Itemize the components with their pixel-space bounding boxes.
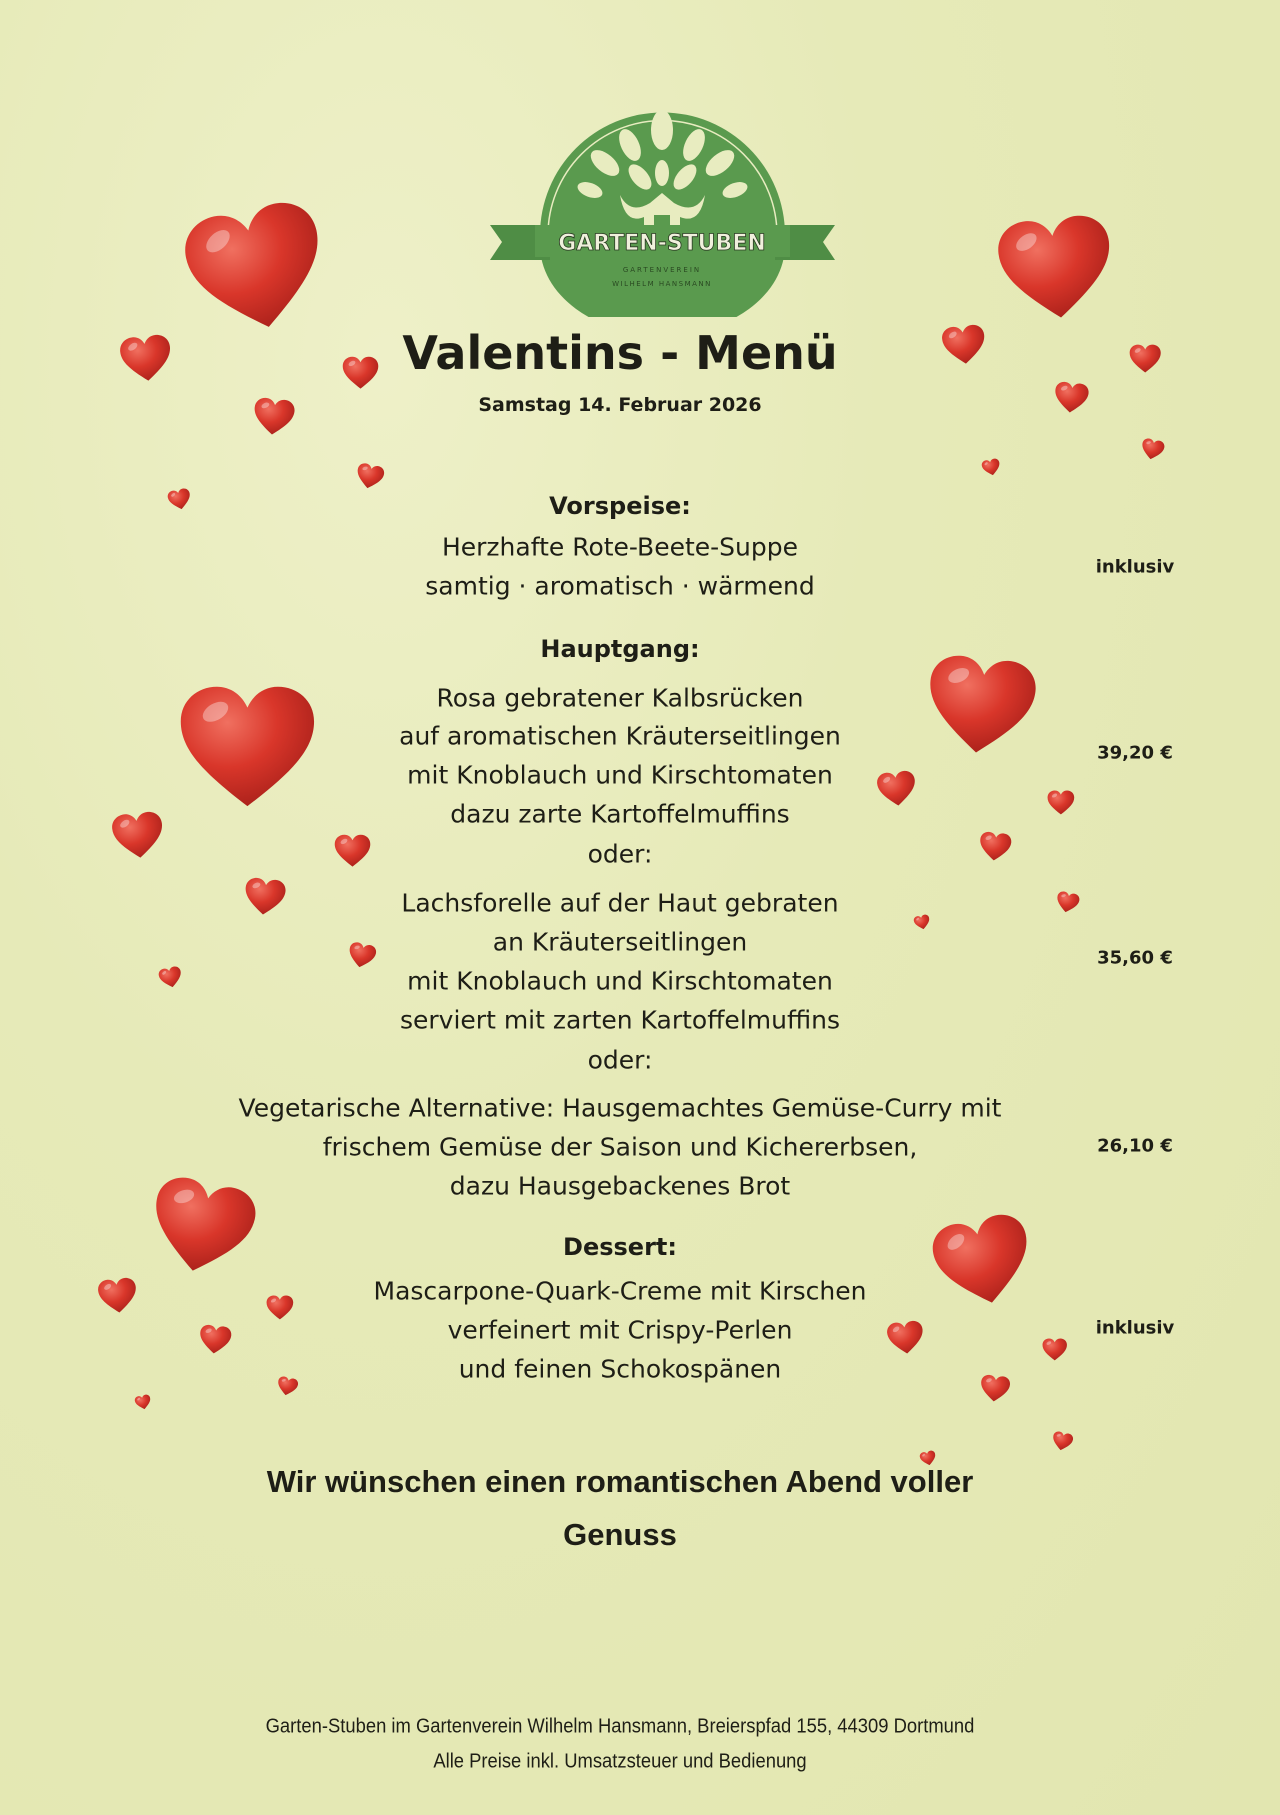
- menu-line: mit Knoblauch und Kirschtomaten: [407, 966, 833, 996]
- or-separator: oder:: [587, 839, 653, 869]
- menu-line: Lachsforelle auf der Haut gebraten: [401, 888, 839, 918]
- heart-icon: [354, 462, 386, 492]
- menu-line: Herzhafte Rote-Beete-Suppe: [441, 532, 799, 562]
- heart-icon: [176, 193, 338, 344]
- menu-line: dazu Hausgebackenes Brot: [449, 1171, 791, 1201]
- footer-note: Alle Preise inkl. Umsatzsteuer und Bedienung: [433, 1750, 807, 1773]
- menu-line: auf aromatischen Kräuterseitlingen: [399, 721, 841, 751]
- menu-line: an Kräuterseitlingen: [492, 927, 748, 957]
- heart-icon: [1050, 1430, 1074, 1453]
- svg-text:GARTEN-STUBEN: GARTEN-STUBEN: [558, 231, 766, 256]
- price-label: 26,10 €: [1097, 1135, 1173, 1157]
- price-label: 35,60 €: [1097, 947, 1173, 969]
- svg-text:WILHELM HANSMANN: WILHELM HANSMANN: [612, 280, 712, 288]
- price-label: 39,20 €: [1097, 742, 1173, 764]
- menu-line: samtig · aromatisch · wärmend: [425, 571, 815, 601]
- menu-line: Mascarpone-Quark-Creme mit Kirschen: [373, 1276, 867, 1306]
- price-label: inklusiv: [1095, 556, 1175, 578]
- menu-line: Vegetarische Alternative: Hausgemachtes Gemüse-Curry mit: [238, 1093, 1002, 1123]
- closing-message: Wir wünschen einen romantischen Abend voller: [266, 1464, 974, 1499]
- menu-line: dazu zarte Kartoffelmuffins: [450, 799, 790, 829]
- heart-icon: [993, 211, 1119, 327]
- menu-line: verfeinert mit Crispy-Perlen: [447, 1315, 793, 1345]
- menu-line: serviert mit zarten Kartoffelmuffins: [399, 1005, 840, 1035]
- or-separator: oder:: [587, 1045, 653, 1075]
- heart-icon: [1139, 436, 1166, 461]
- menu-line: Rosa gebratener Kalbsrücken: [436, 683, 804, 713]
- price-label: inklusiv: [1095, 1317, 1175, 1339]
- menu-line: frischem Gemüse der Saison und Kichererbsen,: [322, 1132, 918, 1162]
- menu-line: und feinen Schokospänen: [458, 1354, 782, 1384]
- footer-address: Garten-Stuben im Gartenverein Wilhelm Hansmann, Breierspfad 155, 44309 Dortmund: [265, 1715, 975, 1738]
- garten-stuben-logo: [490, 85, 835, 317]
- hauptgang-heading: Hauptgang:: [540, 635, 700, 663]
- dessert-heading: Dessert:: [563, 1233, 677, 1261]
- heart-icon: [134, 1393, 153, 1411]
- menu-line: mit Knoblauch und Kirschtomaten: [407, 760, 833, 790]
- vorspeise-heading: Vorspeise:: [549, 492, 691, 520]
- closing-message: Genuss: [563, 1517, 677, 1552]
- svg-text:GARTENVEREIN: GARTENVEREIN: [622, 266, 702, 274]
- heart-icon: [981, 457, 1003, 477]
- event-date: Samstag 14. Februar 2026: [478, 394, 762, 416]
- page-title: Valentins - Menü: [402, 326, 838, 380]
